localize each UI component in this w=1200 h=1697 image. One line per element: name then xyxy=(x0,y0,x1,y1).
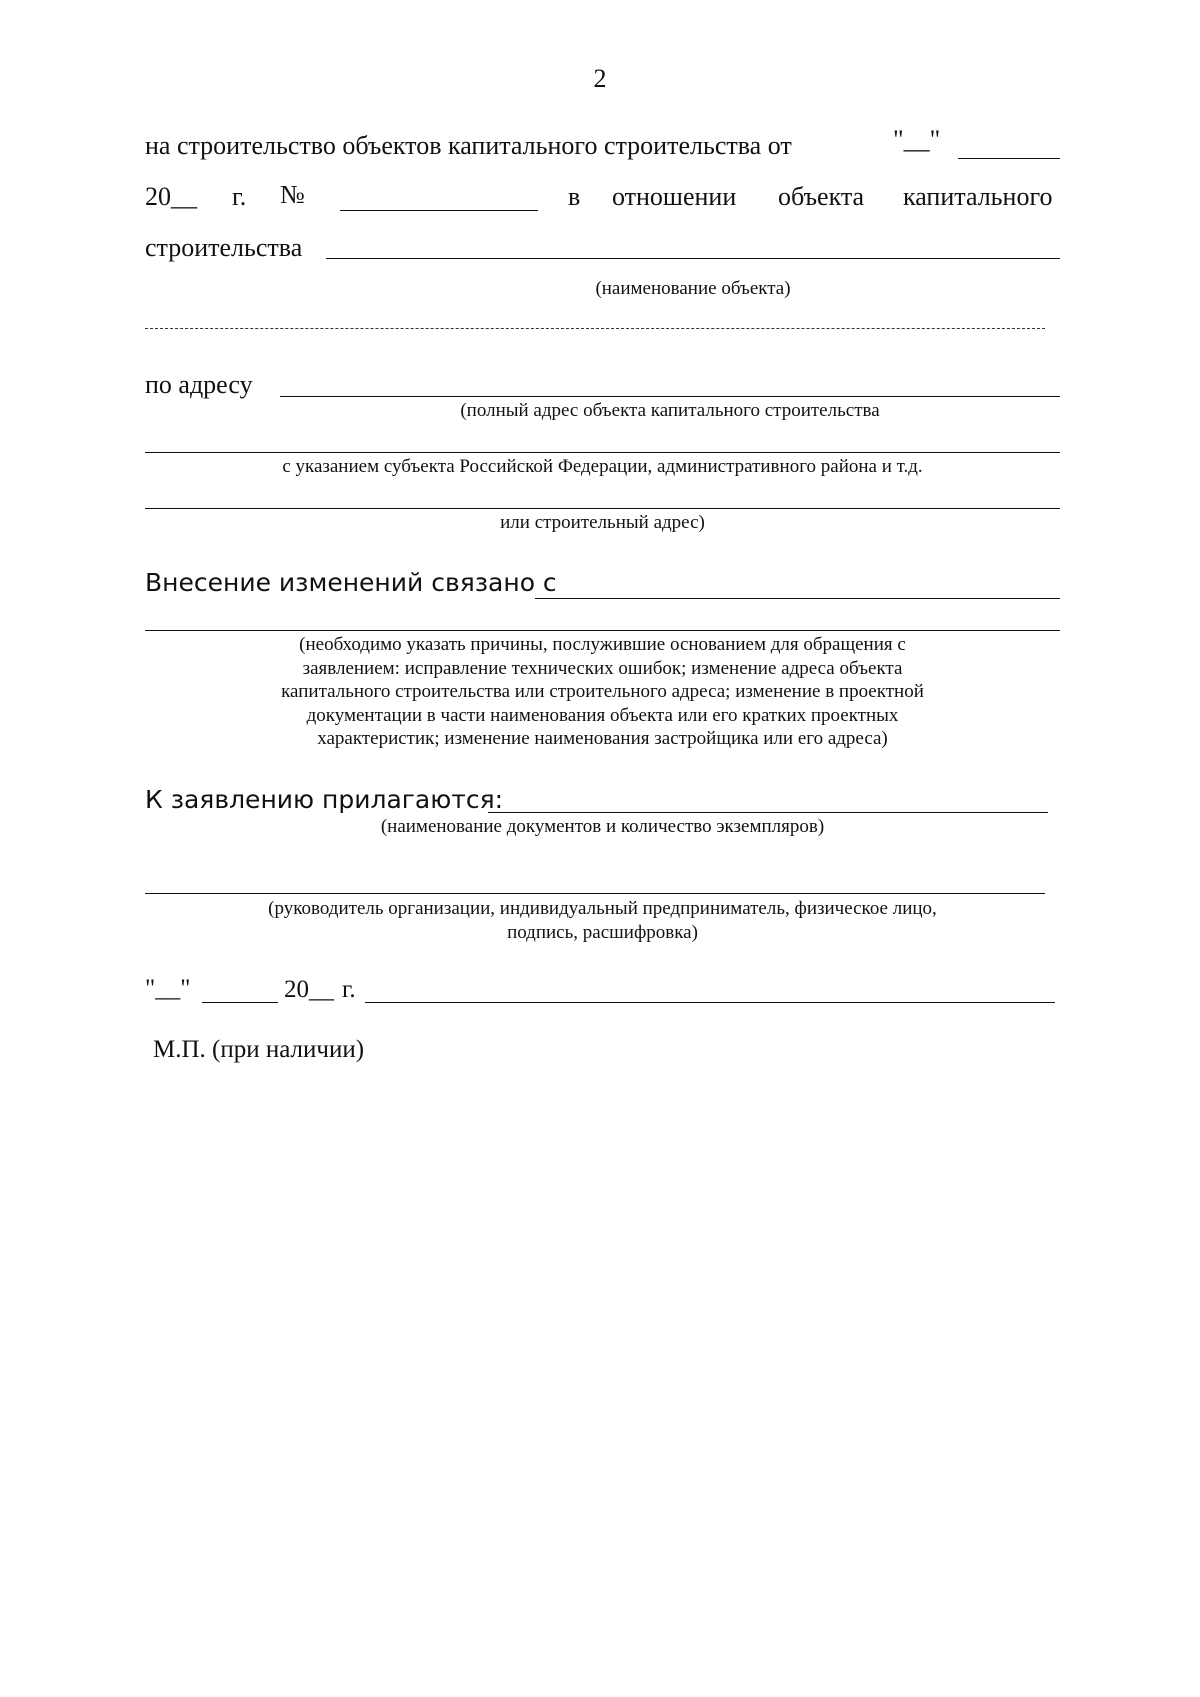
address-field[interactable] xyxy=(280,396,1060,397)
intro-g: г. xyxy=(232,182,247,211)
intro-month-field[interactable] xyxy=(958,158,1060,159)
date-quote: "__" xyxy=(145,975,191,1002)
intro-year: 20__ xyxy=(145,182,197,211)
date-g: г. xyxy=(342,976,356,1003)
changes-reason-field[interactable] xyxy=(535,598,1060,599)
changes-label: Внесение изменений связано с xyxy=(145,568,557,597)
signature-caption-line-1: (руководитель организации, индивидуальный предприниматель, физическое лицо, xyxy=(268,898,937,919)
intro-line-3: строительства xyxy=(145,233,303,262)
object-name-field-2[interactable] xyxy=(145,328,1045,329)
attachments-label: К заявлению прилагаются: xyxy=(145,785,504,814)
intro-v: в xyxy=(568,182,581,211)
signature-caption-line-2: подпись, расшифровка) xyxy=(507,922,698,943)
changes-caption-line-4: документации в части наименования объекта или его кратких проектных xyxy=(306,704,899,726)
address-label: по адресу xyxy=(145,370,253,399)
changes-caption-line-5: характеристик; изменение наименования застройщика или его адреса) xyxy=(317,728,888,749)
signature-caption xyxy=(145,897,1060,945)
changes-caption-line-3: капитального строительства или строительного адреса; изменение в проектной xyxy=(281,681,924,702)
changes-caption xyxy=(145,633,1060,751)
address-field-3[interactable] xyxy=(145,508,1060,509)
address-field-2[interactable] xyxy=(145,452,1060,453)
signature-field[interactable] xyxy=(145,893,1045,894)
stamp-label: М.П. (при наличии) xyxy=(153,1036,365,1063)
date-signature-field[interactable] xyxy=(365,1002,1055,1003)
intro-date-quote: "__" xyxy=(893,125,941,154)
attachments-caption: (наименование документов и количество экземпляров) xyxy=(380,816,825,837)
date-month-field[interactable] xyxy=(202,1002,278,1003)
address-caption-2: с указанием субъекта Российской Федерации, административного района и т.д. xyxy=(282,456,923,477)
object-name-field[interactable] xyxy=(326,258,1060,259)
changes-reason-field-2[interactable] xyxy=(145,630,1060,631)
attachments-field[interactable] xyxy=(488,812,1048,813)
permit-number-field[interactable] xyxy=(340,210,538,211)
intro-word-otnoshenii: отношении xyxy=(612,182,737,211)
object-name-caption: (наименование объекта) xyxy=(595,278,791,299)
intro-no-sign: № xyxy=(280,180,305,209)
changes-caption-line-2: заявлением: исправление технических ошибок; изменение адреса объекта xyxy=(302,657,903,679)
intro-line-1: на строительство объектов капитального строительства от xyxy=(145,131,792,160)
changes-caption-line-1: (необходимо указать причины, послужившие основанием для обращения с xyxy=(299,634,906,655)
intro-word-obekta: объекта xyxy=(778,182,865,211)
address-caption-3: или строительный адрес) xyxy=(500,512,705,533)
page-number: 2 xyxy=(593,64,607,93)
address-caption-1: (полный адрес объекта капитального строительства xyxy=(460,400,880,421)
date-year: 20__ xyxy=(284,976,334,1003)
intro-word-kapitalnogo: капитального xyxy=(903,182,1053,211)
